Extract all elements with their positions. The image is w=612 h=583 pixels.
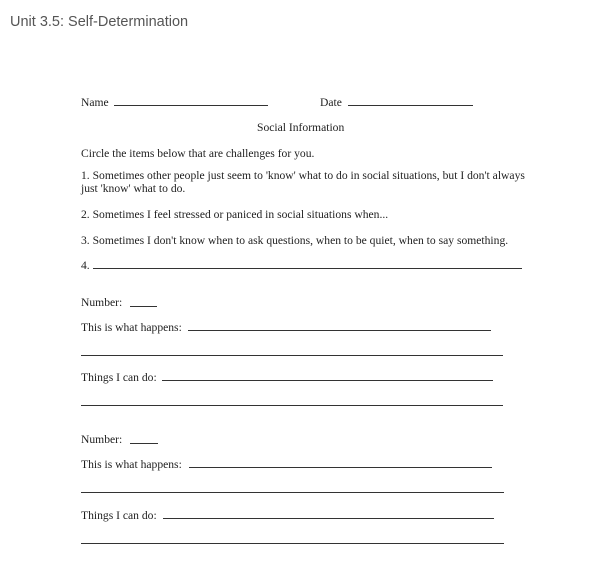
happens-label: This is what happens: — [81, 458, 182, 471]
date-label: Date — [320, 96, 342, 109]
instructions: Circle the items below that are challenges for you. — [81, 147, 315, 160]
challenge-item-3: 3. Sometimes I don't know when to ask questions, when to be quiet, when to say something. — [81, 234, 509, 247]
section-title: Social Information — [257, 121, 345, 134]
name-blank[interactable] — [114, 105, 268, 106]
happens-blank[interactable] — [189, 467, 492, 468]
can-do-label: Things I can do: — [81, 371, 157, 384]
can-do-blank-2[interactable] — [81, 543, 504, 544]
can-do-blank-2[interactable] — [81, 405, 503, 406]
happens-label: This is what happens: — [81, 321, 182, 334]
challenge-item-1: 1. Sometimes other people just seem to 'know' what to do in social situations, but I don't always just 'know' what to do. — [81, 169, 525, 195]
can-do-blank[interactable] — [163, 518, 494, 519]
number-label: Number: — [81, 433, 123, 446]
happens-blank-2[interactable] — [81, 355, 503, 356]
number-blank[interactable] — [130, 443, 158, 444]
number-label: Number: — [81, 296, 123, 309]
unit-title: Unit 3.5: Self-Determination — [10, 14, 189, 30]
can-do-label: Things I can do: — [81, 509, 157, 522]
item-4-blank[interactable] — [93, 268, 522, 269]
challenge-item-4: 4. — [81, 259, 90, 272]
happens-blank-2[interactable] — [81, 492, 504, 493]
number-blank[interactable] — [130, 306, 157, 307]
can-do-blank[interactable] — [162, 380, 493, 381]
date-blank[interactable] — [348, 105, 473, 106]
name-label: Name — [81, 96, 109, 109]
challenge-item-2: 2. Sometimes I feel stressed or paniced in social situations when... — [81, 208, 389, 221]
happens-blank[interactable] — [188, 330, 491, 331]
